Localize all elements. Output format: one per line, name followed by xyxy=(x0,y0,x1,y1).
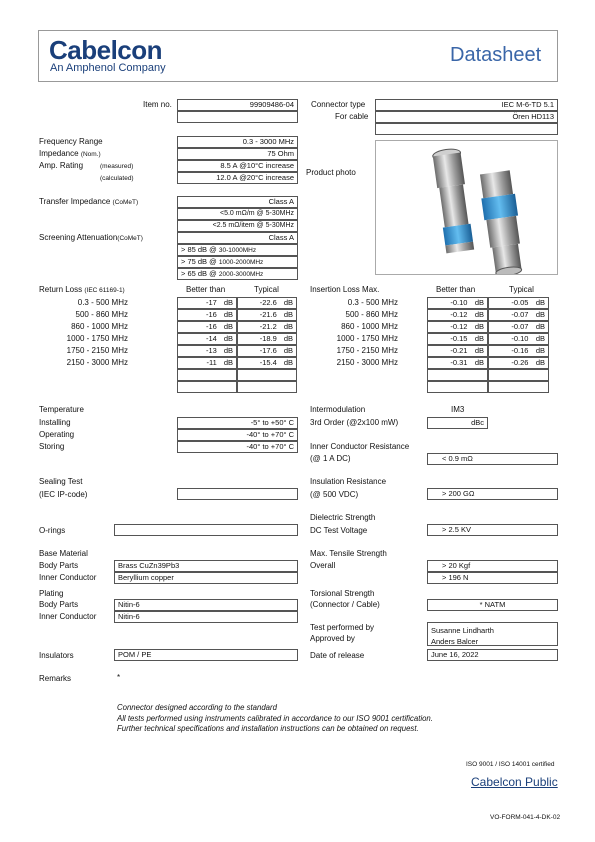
loss-value: -0.05 xyxy=(511,298,529,307)
iec-ip-label: (IEC IP-code) xyxy=(39,490,88,499)
insulators-value: POM / PE xyxy=(114,649,298,661)
loss-value: -16 xyxy=(205,310,217,319)
loss-cell xyxy=(177,357,237,369)
dielectric-label: Dielectric Strength xyxy=(310,513,376,522)
loss-cell xyxy=(237,309,297,321)
return-loss-note: (IEC 61169-1) xyxy=(84,287,125,294)
loss-cell xyxy=(488,357,549,369)
orings-value xyxy=(114,524,298,536)
loss-cell xyxy=(237,357,297,369)
plating-inner-value: Nitin-6 xyxy=(114,611,298,623)
loss-cell xyxy=(488,345,549,357)
connector-type-value: IEC M-6-TD 5.1 xyxy=(375,99,558,111)
notes xyxy=(117,703,433,735)
loss-freq: 500 - 860 MHz xyxy=(75,310,128,319)
torsional-value: * NATM xyxy=(427,599,558,611)
loss-cell xyxy=(237,321,297,333)
installing-value: -5° to +50° C xyxy=(177,417,298,429)
dc-test-value: > 2.5 KV xyxy=(427,524,558,536)
tensile-label: Max. Tensile Strength xyxy=(310,549,387,558)
loss-cell xyxy=(488,321,549,333)
remarks-value: * xyxy=(117,673,121,682)
loss-unit: dB xyxy=(283,334,293,343)
iso-cert: ISO 9001 / ISO 14001 certified xyxy=(466,761,555,768)
cable-blank xyxy=(375,123,558,135)
icr-value: < 0.9 mΩ xyxy=(427,453,558,465)
loss-cell xyxy=(177,345,237,357)
plating-label: Plating xyxy=(39,589,64,598)
loss-cell xyxy=(427,369,488,381)
storing-value: -40° to +70° C xyxy=(177,441,298,453)
note-line: All tests performed using instruments calibrated in accordance to our ISO 9001 certification. xyxy=(117,713,433,723)
loss-freq: 1000 - 1750 MHz xyxy=(66,334,128,343)
product-photo xyxy=(375,140,558,275)
loss-value: -0.26 xyxy=(511,358,529,367)
loss-value: -0.21 xyxy=(450,346,468,355)
plating-body-label: Body Parts xyxy=(39,600,79,609)
approved-label: Approved by xyxy=(310,634,355,643)
loss-value: -14 xyxy=(205,334,217,343)
transfer-note: (CoMeT) xyxy=(112,199,139,206)
remarks-label: Remarks xyxy=(39,674,72,683)
screen-row-b: 1000-2000MHz xyxy=(218,259,264,266)
inner-conductor-value: Beryllium copper xyxy=(114,572,298,584)
loss-cell xyxy=(427,297,488,309)
amp-label: Amp. Rating xyxy=(39,161,84,170)
loss-unit: dB xyxy=(535,334,545,343)
loss-cell xyxy=(237,345,297,357)
loss-freq: 0.3 - 500 MHz xyxy=(347,298,398,307)
amp-meas-value: 8.5 A @10°C increase xyxy=(177,160,298,172)
screen-row xyxy=(177,256,298,268)
temperature-label: Temperature xyxy=(39,405,84,414)
sealing-label: Sealing Test xyxy=(39,477,83,486)
torsional-label: Torsional Strength xyxy=(310,589,375,598)
amp-meas-note: (measured) xyxy=(100,163,134,170)
page-title: Datasheet xyxy=(450,44,542,66)
loss-value: -0.15 xyxy=(450,334,468,343)
loss-unit: dB xyxy=(283,346,293,355)
loss-unit: dB xyxy=(223,310,233,319)
il-col-better: Better than xyxy=(436,285,476,294)
loss-value: -0.10 xyxy=(450,298,468,307)
tensile-value-1: > 20 Kgf xyxy=(427,560,558,572)
loss-value: -0.07 xyxy=(511,310,529,319)
ins-res-note: (@ 500 VDC) xyxy=(310,490,359,499)
loss-freq: 1750 - 2150 MHz xyxy=(336,346,398,355)
loss-cell xyxy=(427,333,488,345)
intermod-label: Intermodulation xyxy=(310,405,366,414)
loss-cell xyxy=(488,369,549,381)
loss-unit: dB xyxy=(535,358,545,367)
loss-unit: dB xyxy=(283,322,293,331)
tested-approved-box xyxy=(427,622,558,646)
loss-cell xyxy=(237,297,297,309)
im3-label: IM3 xyxy=(451,405,465,414)
rl-col-typical: Typical xyxy=(254,285,279,294)
loss-freq: 860 - 1000 MHz xyxy=(341,322,398,331)
operating-value: -40° to +70° C xyxy=(177,429,298,441)
loss-value: -11 xyxy=(206,358,217,367)
torsional-note: (Connector / Cable) xyxy=(310,600,380,609)
body-parts-label: Body Parts xyxy=(39,561,79,570)
loss-unit: dB xyxy=(223,322,233,331)
orings-label: O-rings xyxy=(39,526,66,535)
loss-freq: 860 - 1000 MHz xyxy=(71,322,128,331)
loss-cell xyxy=(177,309,237,321)
loss-unit: dB xyxy=(474,298,484,307)
loss-freq: 0.3 - 500 MHz xyxy=(77,298,128,307)
loss-value: -17.6 xyxy=(259,346,277,355)
loss-value: -22.6 xyxy=(259,298,277,307)
loss-unit: dB xyxy=(223,298,233,307)
imp-label-text: Impedance xyxy=(39,149,79,158)
amp-calc-note: (calculated) xyxy=(100,175,134,182)
transfer-row: <5.0 mΩ/m @ 5-30MHz xyxy=(177,208,298,220)
plating-inner-label: Inner Conductor xyxy=(39,612,97,621)
loss-value: -21.2 xyxy=(259,322,277,331)
connector-image xyxy=(376,141,557,274)
note-line: Connector designed according to the standard xyxy=(117,703,277,712)
loss-value: -0.12 xyxy=(450,322,468,331)
for-cable-label: For cable xyxy=(335,112,369,121)
loss-value: -17 xyxy=(205,298,217,307)
approved-by: Anders Balcer xyxy=(431,637,479,646)
storing-label: Storing xyxy=(39,442,65,451)
loss-unit: dB xyxy=(474,346,484,355)
insertion-loss-label: Insertion Loss Max. xyxy=(310,285,380,294)
loss-cell xyxy=(237,333,297,345)
loss-cell xyxy=(488,309,549,321)
dc-test-label: DC Test Voltage xyxy=(310,526,368,535)
for-cable-value: Ören HD113 xyxy=(375,111,558,123)
loss-value: -0.07 xyxy=(511,322,529,331)
logo-sub: An Amphenol Company xyxy=(50,62,166,74)
loss-value: -0.12 xyxy=(450,310,468,319)
tested-label: Test performed by xyxy=(310,623,375,632)
screen-row: Class A xyxy=(177,232,298,244)
loss-freq: 500 - 860 MHz xyxy=(345,310,398,319)
release-value: June 16, 2022 xyxy=(427,649,558,661)
tested-by: Susanne Lindharth xyxy=(431,626,494,635)
photo-label: Product photo xyxy=(306,168,356,177)
loss-unit: dB xyxy=(283,358,293,367)
installing-label: Installing xyxy=(39,418,71,427)
loss-cell xyxy=(177,369,237,381)
item-no-value: 99909486-04 xyxy=(177,99,298,111)
screen-row-b: 30-1000MHz xyxy=(218,247,257,254)
imp-note: (Nom.) xyxy=(80,151,101,158)
tensile-value-2: > 196 N xyxy=(427,572,558,584)
return-loss-label xyxy=(39,285,125,296)
operating-label: Operating xyxy=(39,430,75,439)
screen-note: (CoMeT) xyxy=(117,235,143,242)
screen-row-a: > 85 dB @ xyxy=(181,245,217,254)
logo-main: Cabelcon xyxy=(49,35,163,65)
loss-cell xyxy=(237,369,297,381)
transfer-label-text: Transfer Impedance xyxy=(39,197,111,206)
imp-value: 75 Ohm xyxy=(177,148,298,160)
transfer-row: <2.5 mΩ/item @ 5-30MHz xyxy=(177,220,298,232)
freq-value: 0.3 - 3000 MHz xyxy=(177,136,298,148)
loss-cell xyxy=(427,321,488,333)
screen-row xyxy=(177,268,298,280)
screen-row-a: > 75 dB @ xyxy=(181,257,217,266)
loss-unit: dB xyxy=(223,334,233,343)
amp-calc-value: 12.0 A @20°C increase xyxy=(177,172,298,184)
screen-row-b: 2000-3000MHz xyxy=(218,271,264,278)
loss-value: -18.9 xyxy=(259,334,277,343)
item-no-blank xyxy=(177,111,298,123)
loss-unit: dB xyxy=(535,310,545,319)
ins-res-value: > 200 GΩ xyxy=(427,488,558,500)
loss-value: -21.6 xyxy=(259,310,277,319)
icr-label: Inner Conductor Resistance xyxy=(310,442,410,451)
imp-label xyxy=(39,149,101,160)
loss-unit: dB xyxy=(535,322,545,331)
transfer-row: Class A xyxy=(177,196,298,208)
loss-unit: dB xyxy=(474,334,484,343)
loss-unit: dB xyxy=(474,358,484,367)
transfer-label xyxy=(39,197,138,208)
loss-unit: dB xyxy=(223,358,233,367)
loss-unit: dB xyxy=(474,322,484,331)
loss-value: -15.4 xyxy=(259,358,277,367)
loss-value: -0.31 xyxy=(450,358,468,367)
loss-freq: 1000 - 1750 MHz xyxy=(336,334,398,343)
loss-value: -0.16 xyxy=(511,346,529,355)
loss-unit: dB xyxy=(535,346,545,355)
loss-unit: dB xyxy=(535,298,545,307)
body-parts-value: Brass CuZn39Pb3 xyxy=(114,560,298,572)
loss-cell xyxy=(427,345,488,357)
form-code: VO-FORM-041-4-DK-02 xyxy=(490,814,561,821)
release-label: Date of release xyxy=(310,651,365,660)
loss-unit: dB xyxy=(283,298,293,307)
loss-cell xyxy=(427,309,488,321)
loss-freq: 2150 - 3000 MHz xyxy=(336,358,398,367)
loss-value: -16 xyxy=(205,322,217,331)
screen-label xyxy=(39,233,143,244)
iec-ip-value xyxy=(177,488,298,500)
note-line: Further technical specifications and installation instructions can be obtained on request. xyxy=(117,724,419,733)
loss-value: -0.10 xyxy=(511,334,529,343)
loss-cell xyxy=(177,381,237,393)
loss-cell xyxy=(427,357,488,369)
freq-label: Frequency Range xyxy=(39,137,103,146)
loss-cell xyxy=(177,297,237,309)
loss-freq: 2150 - 3000 MHz xyxy=(66,358,128,367)
screen-label-text: Screening Attenuation xyxy=(39,233,118,242)
loss-cell xyxy=(177,333,237,345)
il-col-typical: Typical xyxy=(509,285,534,294)
third-order-label: 3rd Order (@2x100 mW) xyxy=(310,418,399,427)
screen-row-a: > 65 dB @ xyxy=(181,269,217,278)
return-loss-label-text: Return Loss xyxy=(39,285,83,294)
rl-col-better: Better than xyxy=(186,285,226,294)
loss-cell xyxy=(427,381,488,393)
item-no-label: Item no. xyxy=(143,100,172,109)
loss-cell xyxy=(488,297,549,309)
loss-value: -13 xyxy=(205,346,217,355)
loss-unit: dB xyxy=(283,310,293,319)
loss-unit: dB xyxy=(474,310,484,319)
icr-note: (@ 1 A DC) xyxy=(310,454,351,463)
loss-cell xyxy=(488,381,549,393)
loss-cell xyxy=(177,321,237,333)
public-label: Cabelcon Public xyxy=(471,775,558,789)
base-material-label: Base Material xyxy=(39,549,88,558)
loss-freq: 1750 - 2150 MHz xyxy=(66,346,128,355)
ins-res-label: Insulation Resistance xyxy=(310,477,387,486)
screen-row xyxy=(177,244,298,256)
inner-conductor-label: Inner Conductor xyxy=(39,573,97,582)
loss-unit: dB xyxy=(223,346,233,355)
third-order-value: dBc xyxy=(427,417,488,429)
plating-body-value: Nitin-6 xyxy=(114,599,298,611)
connector-type-label: Connector type xyxy=(311,100,366,109)
insulators-label: Insulators xyxy=(39,651,74,660)
overall-label: Overall xyxy=(310,561,336,570)
loss-cell xyxy=(488,333,549,345)
loss-cell xyxy=(237,381,297,393)
